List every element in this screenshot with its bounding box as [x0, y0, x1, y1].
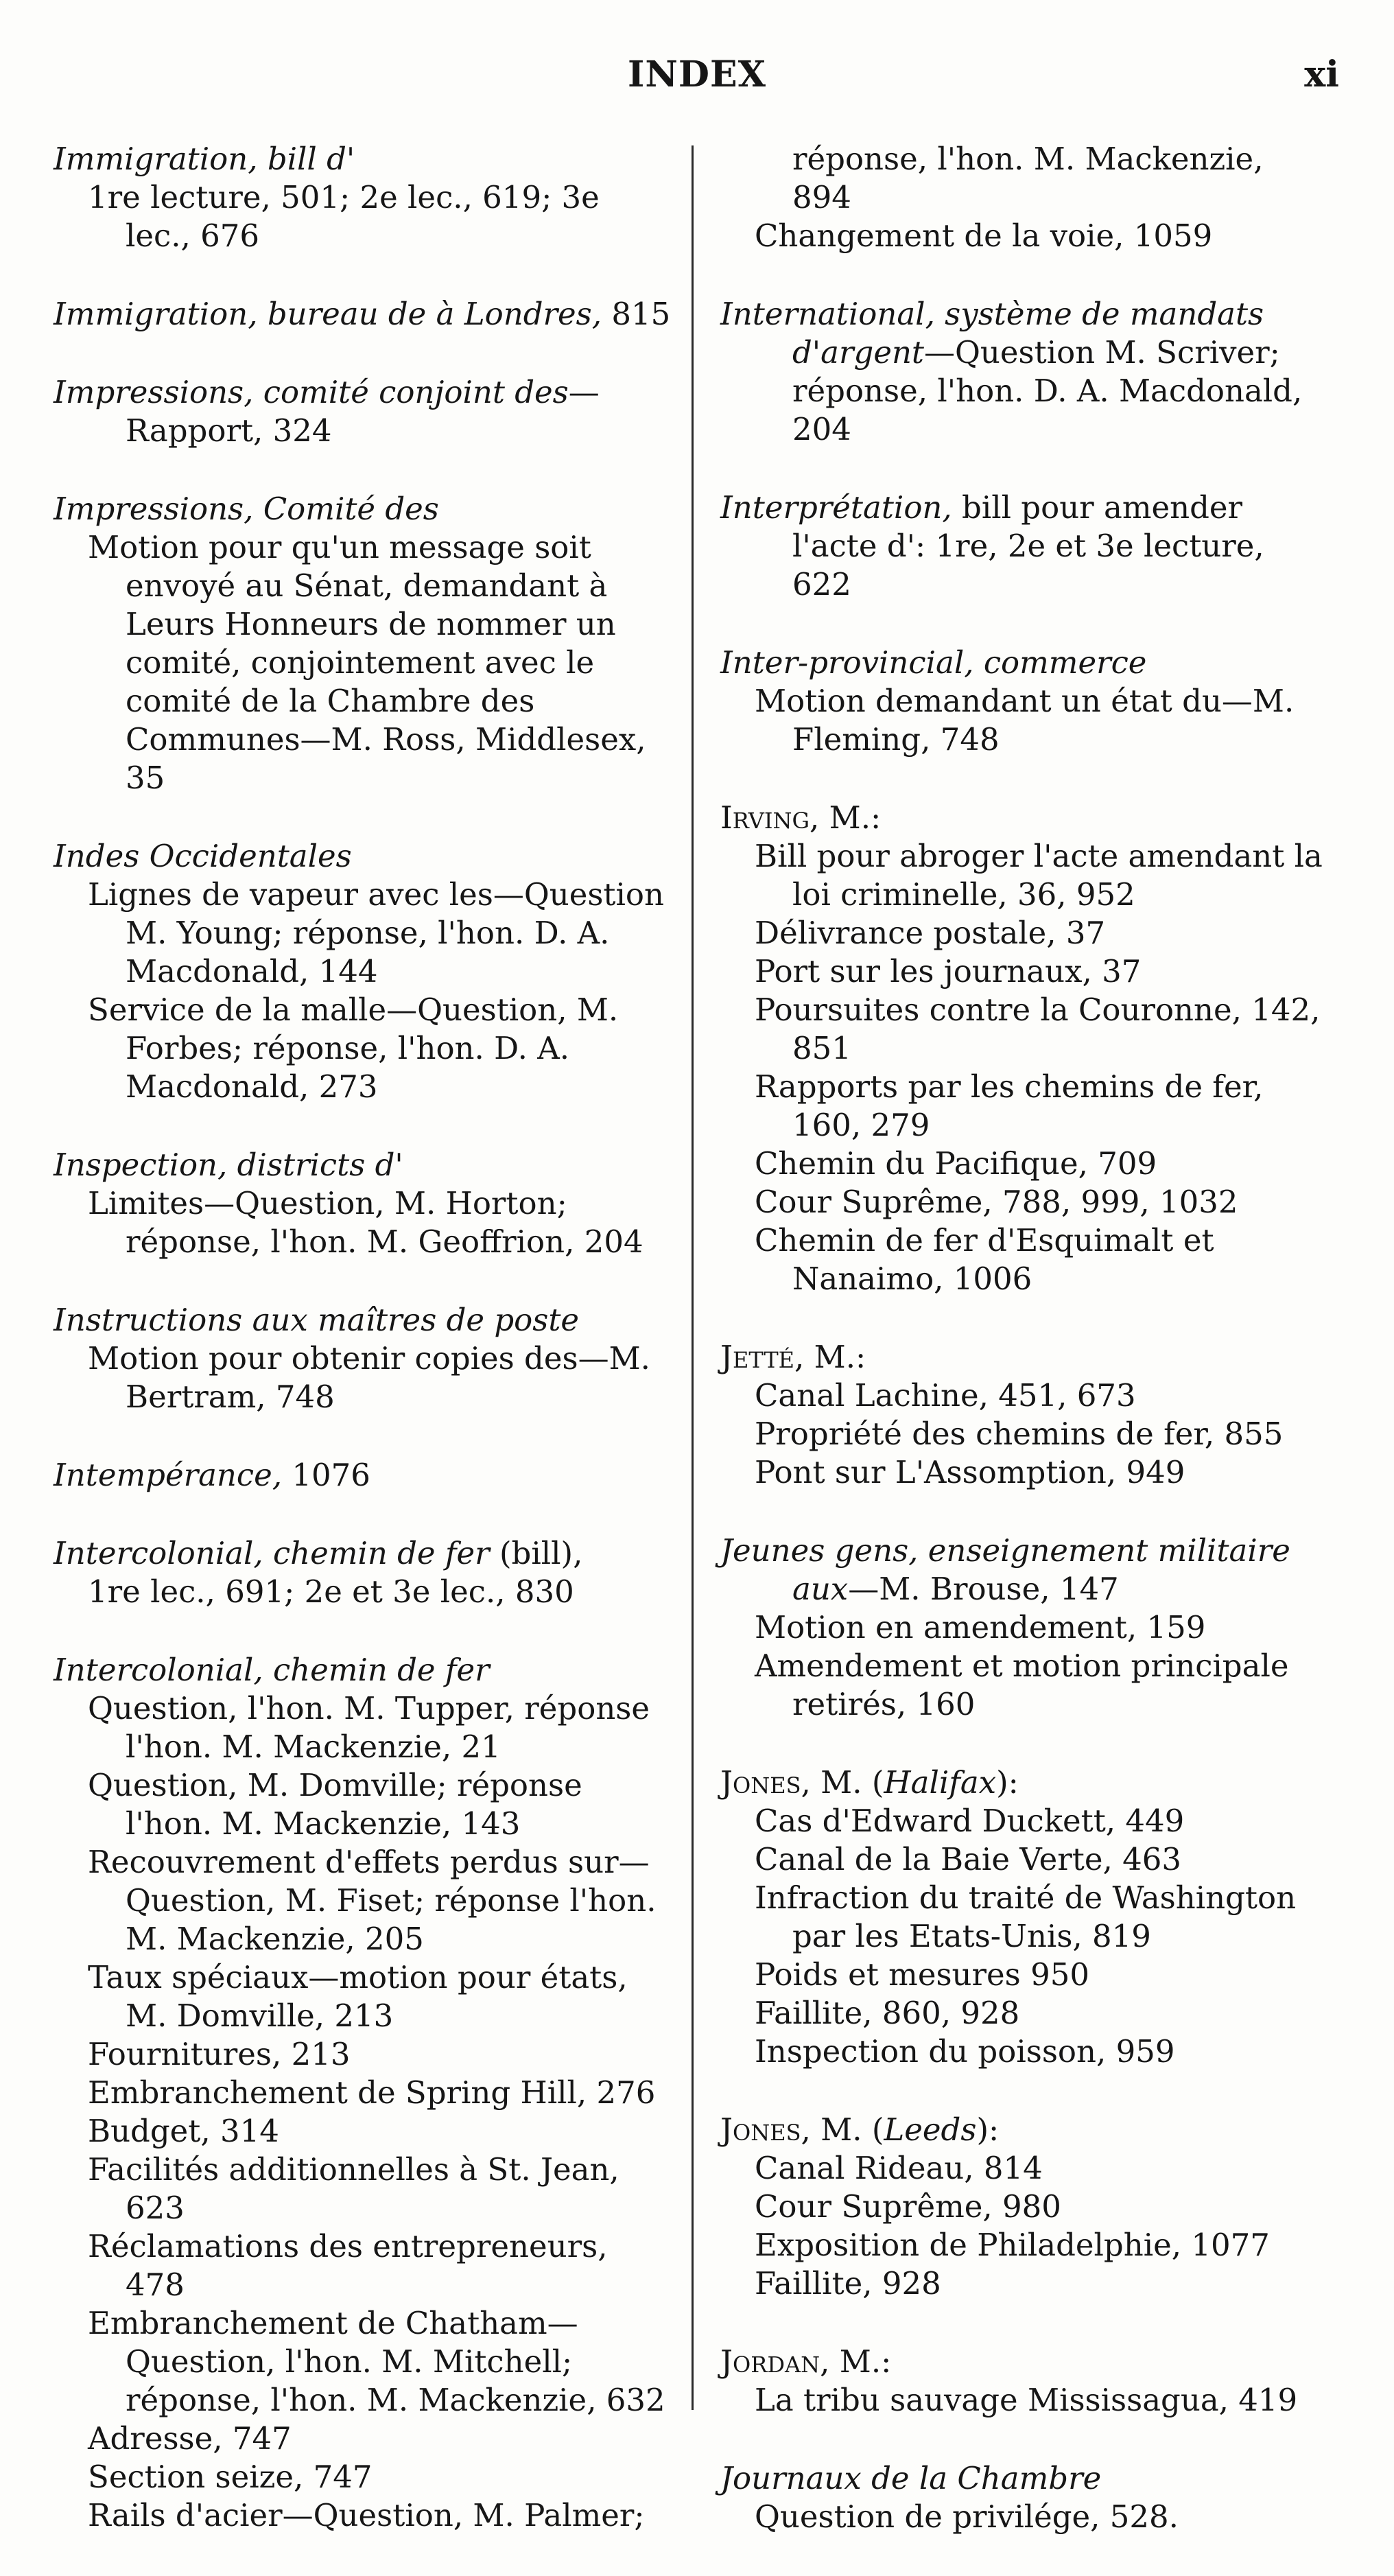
subentry: Délivrance postale, 37	[755, 915, 1106, 951]
index-entry	[54, 490, 671, 797]
heading-italic-text: Interprétation,	[720, 489, 952, 526]
heading-name-text: Jordan, M.:	[720, 2343, 892, 2380]
heading-detail-text: 1076	[282, 1457, 370, 1493]
heading-detail-text: 815	[602, 296, 671, 332]
heading-name-text: ):	[976, 2111, 1000, 2148]
subentry: Fournitures, 213	[88, 2036, 351, 2072]
heading-riding-text: Leeds	[884, 2111, 977, 2148]
heading-italic-text: Immigration, bureau de à Londres,	[54, 296, 602, 332]
index-entry	[720, 799, 1331, 1298]
entry-heading	[720, 644, 1331, 682]
heading-detail-text: (bill),	[489, 1535, 583, 1571]
page-number: xi	[1304, 54, 1339, 95]
heading-italic-text: Inspection, districts d'	[54, 1147, 403, 1183]
index-entry	[54, 140, 671, 255]
column-divider	[692, 145, 694, 2410]
subentry: Inspection du poisson, 959	[755, 2033, 1175, 2070]
right-column	[720, 140, 1331, 2576]
heading-detail-text: —Rapport, 324	[126, 374, 600, 449]
subentry: La tribu sauvage Mississagua, 419	[755, 2382, 1298, 2418]
index-entry	[720, 2111, 1331, 2303]
entry-heading	[720, 2343, 1331, 2381]
subentry: Section seize, 747	[88, 2459, 373, 2495]
subentry: Cas d'Edward Duckett, 449	[755, 1803, 1185, 1839]
subentry: Pont sur L'Assomption, 949	[755, 1454, 1185, 1490]
heading-italic-text: International, système de mandats d'argent	[720, 296, 1264, 371]
subentry: Exposition de Philadelphie, 1077	[755, 2227, 1270, 2263]
subentry: Canal de la Baie Verte, 463	[755, 1841, 1181, 1877]
heading-italic-text: Impressions, comité conjoint des	[54, 374, 569, 410]
index-entry	[54, 295, 671, 333]
index-entry	[720, 295, 1331, 449]
heading-italic-text: Intercolonial, chemin de fer	[54, 1535, 490, 1571]
entry-heading	[54, 140, 671, 178]
continued-entry	[720, 140, 1331, 255]
subentry: Recouvrement d'effets perdus sur—Question, M. Fiset; réponse l'hon. M. Mackenzie, 205	[88, 1844, 657, 1957]
subentry: Propriété des chemins de fer, 855	[755, 1416, 1284, 1452]
index-entry	[720, 644, 1331, 759]
heading-italic-text: Inter-provincial, commerce	[720, 644, 1147, 681]
subentry: Cour Suprême, 980	[755, 2188, 1061, 2225]
subentry: Changement de la voie, 1059	[755, 218, 1213, 254]
entry-heading	[720, 1338, 1331, 1377]
heading-name-text: Jones, M. (	[720, 2111, 884, 2148]
subentry: Embranchement de Chatham—Question, l'hon. M. Mitchell; réponse, l'hon. M. Mackenzie, 632	[88, 2305, 665, 2418]
subentry: Amendement et motion principale retirés, 160	[755, 1648, 1289, 1722]
heading-detail-text: —M. Brouse, 147	[848, 1571, 1119, 1607]
subentry: Cour Suprême, 788, 999, 1032	[755, 1184, 1238, 1220]
entry-heading	[54, 1456, 671, 1495]
entry-heading	[54, 490, 671, 528]
entry-heading	[54, 1651, 671, 1689]
index-entry	[720, 2459, 1331, 2536]
subentry: Faillite, 928	[755, 2265, 941, 2302]
subentry: Canal Rideau, 814	[755, 2150, 1043, 2186]
index-entry	[720, 1532, 1331, 1724]
entry-heading	[54, 295, 671, 333]
subentry: Question de privilége, 528.	[755, 2498, 1179, 2535]
index-entry	[54, 1456, 671, 1495]
running-title: INDEX	[628, 54, 766, 95]
subentry: Adresse, 747	[88, 2420, 292, 2457]
heading-detail-text: bill pour amender l'acte d': 1re, 2e et 3e lecture, 622	[792, 489, 1264, 602]
subentry: réponse, l'hon. M. Mackenzie, 894	[792, 141, 1264, 215]
heading-name-text: ):	[996, 1764, 1019, 1801]
subentry: 1re lecture, 501; 2e lec., 619; 3e lec., 676	[88, 179, 600, 254]
subentry: 1re lec., 691; 2e et 3e lec., 830	[88, 1573, 574, 1610]
heading-italic-text: Intempérance,	[54, 1457, 283, 1493]
left-column	[54, 140, 671, 2575]
subentry: Motion en amendement, 159	[755, 1609, 1206, 1646]
index-entry	[54, 1651, 671, 2535]
subentry: Port sur les journaux, 37	[755, 953, 1142, 990]
subentry: Rails d'acier—Question, M. Palmer;	[88, 2497, 645, 2533]
heading-italic-text: Journaux de la Chambre	[720, 2460, 1102, 2496]
entry-heading	[54, 373, 671, 450]
entry-heading	[720, 799, 1331, 837]
index-entry	[54, 837, 671, 1106]
heading-riding-text: Halifax	[884, 1764, 997, 1801]
subentry: Limites—Question, M. Horton; réponse, l'hon. M. Geoffrion, 204	[88, 1185, 643, 1260]
subentry: Réclamations des entrepreneurs, 478	[88, 2228, 608, 2303]
subentry: Faillite, 860, 928	[755, 1995, 1020, 2031]
entry-heading	[720, 2459, 1331, 2498]
heading-name-text: Jetté, M.:	[720, 1339, 866, 1375]
subentry: Facilités additionnelles à St. Jean, 623	[88, 2151, 619, 2226]
entry-heading	[720, 1764, 1331, 1802]
index-entry	[720, 2343, 1331, 2420]
subentry: Bill pour abroger l'acte amendant la loi criminelle, 36, 952	[755, 838, 1323, 913]
entry-heading	[54, 1146, 671, 1184]
subentry: Canal Lachine, 451, 673	[755, 1377, 1136, 1414]
index-entry	[720, 489, 1331, 604]
entry-heading	[720, 295, 1331, 449]
heading-detail-text: —Question M. Scriver; réponse, l'hon. D. A. Macdonald, 204	[792, 334, 1303, 447]
subentry: Motion pour obtenir copies des—M. Bertram, 748	[88, 1340, 650, 1415]
heading-italic-text: Impressions, Comité des	[54, 491, 439, 527]
heading-italic-text: Instructions aux maîtres de poste	[54, 1302, 580, 1338]
index-entry	[720, 1764, 1331, 2071]
subentry: Motion pour qu'un message soit envoyé au Sénat, demandant à Leurs Honneurs de nommer un comité, conjointement avec le comité de la Chambre des Communes—M. Ross, Middlesex, 35	[88, 529, 646, 796]
heading-italic-text: Immigration, bill d'	[54, 141, 355, 177]
index-entry	[54, 1301, 671, 1416]
entry-heading	[720, 2111, 1331, 2149]
subentry: Chemin du Pacifique, 709	[755, 1145, 1157, 1182]
index-entry	[54, 1534, 671, 1611]
subentry: Poids et mesures 950	[755, 1956, 1089, 1993]
heading-name-text: Irving, M.:	[720, 799, 882, 836]
entry-heading	[54, 1534, 671, 1573]
subentry: Rapports par les chemins de fer, 160, 279	[755, 1068, 1264, 1143]
entry-heading	[54, 1301, 671, 1339]
index-entry	[54, 1146, 671, 1261]
subentry: Embranchement de Spring Hill, 276	[88, 2074, 656, 2111]
subentry: Chemin de fer d'Esquimalt et Nanaimo, 1006	[755, 1222, 1214, 1297]
heading-italic-text: Indes Occidentales	[54, 838, 352, 874]
index-entry	[720, 1338, 1331, 1492]
heading-italic-text: Intercolonial, chemin de fer	[54, 1652, 490, 1688]
subentry: Infraction du traité de Washington par les Etats-Unis, 819	[755, 1880, 1297, 1954]
index-entry	[54, 373, 671, 450]
subentry: Lignes de vapeur avec les—Question M. Young; réponse, l'hon. D. A. Macdonald, 144	[88, 876, 664, 990]
heading-italic-text: Jeunes gens, enseignement militaire aux	[720, 1532, 1290, 1607]
subentry: Service de la malle—Question, M. Forbes; réponse, l'hon. D. A. Macdonald, 273	[88, 992, 619, 1105]
entry-heading	[54, 837, 671, 876]
entry-heading	[720, 1532, 1331, 1608]
heading-name-text: Jones, M. (	[720, 1764, 884, 1801]
entry-heading	[720, 489, 1331, 604]
subentry: Question, M. Domville; réponse l'hon. M. Mackenzie, 143	[88, 1767, 582, 1842]
subentry: Budget, 314	[88, 2113, 279, 2149]
subentry: Question, l'hon. M. Tupper, réponse l'hon. M. Mackenzie, 21	[88, 1690, 650, 1765]
subentry: Motion demandant un état du—M. Fleming, 748	[755, 683, 1295, 758]
subentry: Poursuites contre la Couronne, 142, 851	[755, 992, 1321, 1066]
subentry: Taux spéciaux—motion pour états, M. Domville, 213	[88, 1959, 628, 2034]
